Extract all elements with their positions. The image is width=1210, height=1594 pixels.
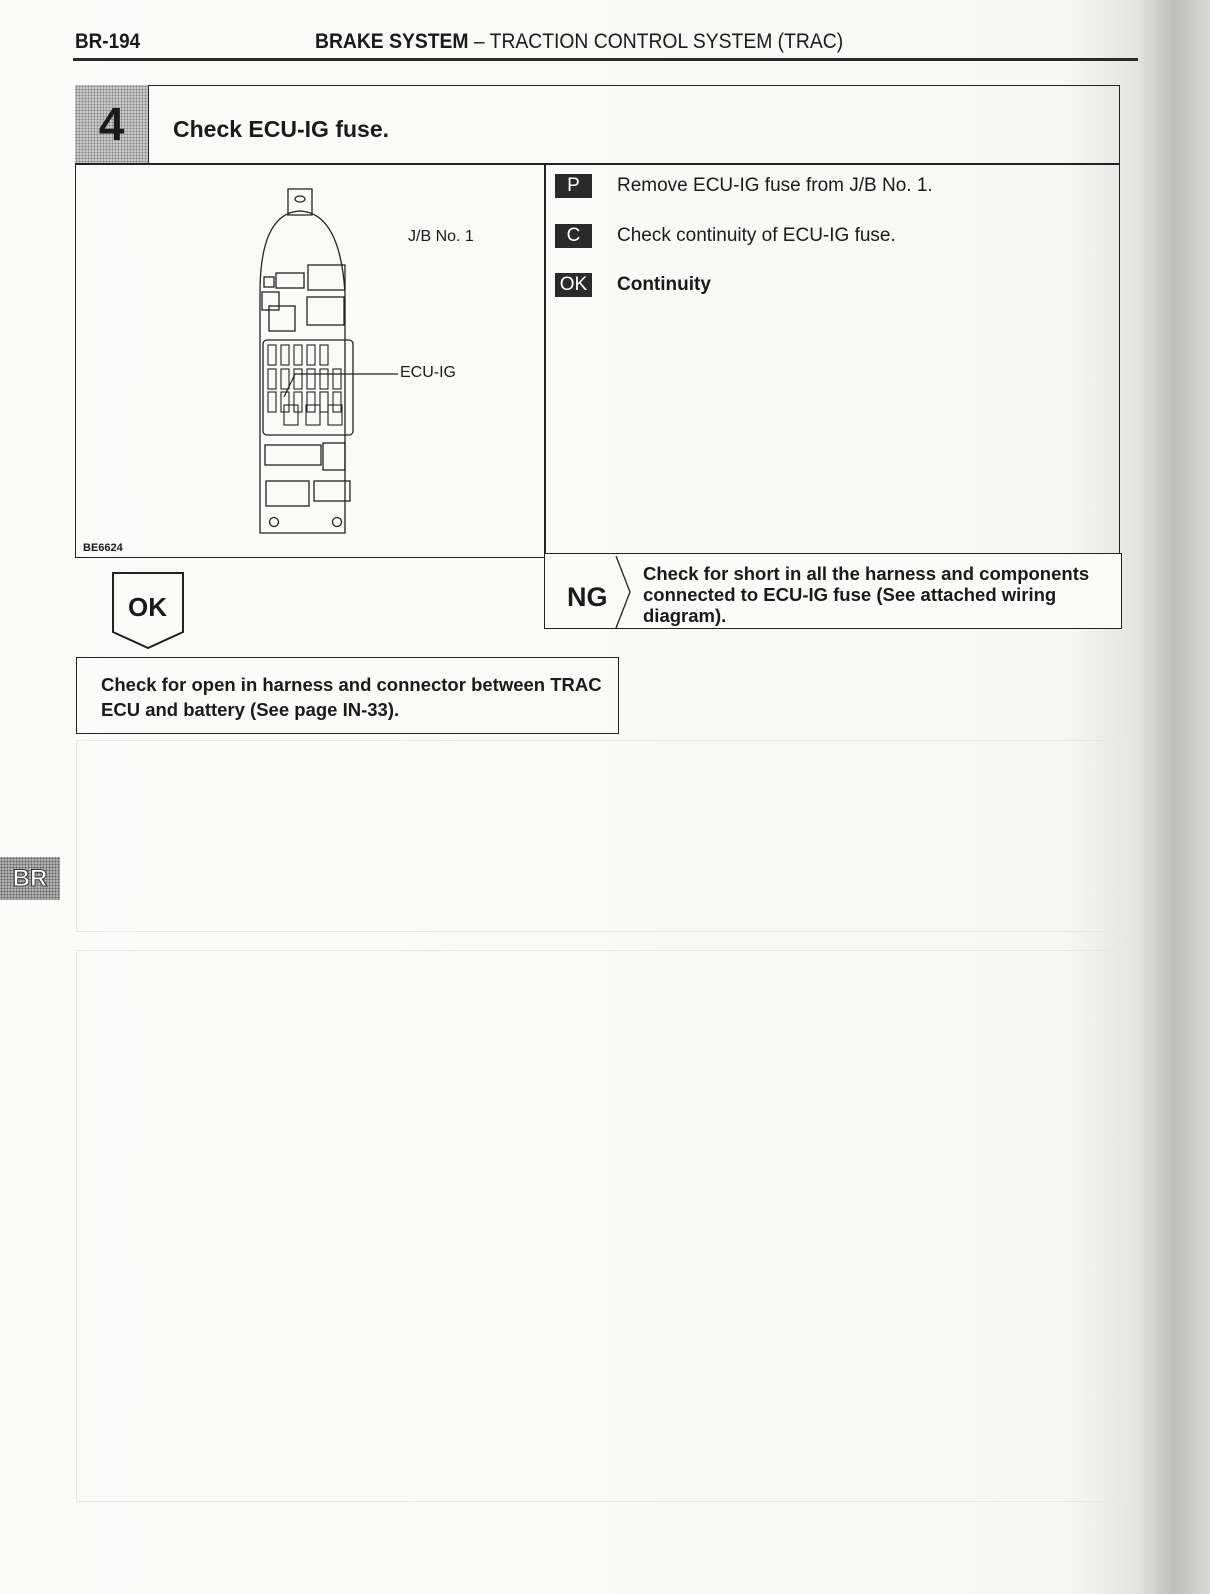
bleed-through xyxy=(76,950,1123,1502)
badge-p: P xyxy=(555,174,592,198)
junction-block-label: J/B No. 1 xyxy=(408,228,474,245)
section-title-bold: BRAKE SYSTEM xyxy=(315,30,469,53)
instruction-text: Check continuity of ECU-IG fuse. xyxy=(617,225,896,246)
ng-label: NG xyxy=(567,582,608,612)
step-number: 4 xyxy=(75,85,149,164)
badge-ok: OK xyxy=(555,273,592,297)
divider xyxy=(75,163,1120,165)
section-tab: BR xyxy=(0,857,60,900)
chevron-icon xyxy=(614,556,634,628)
ok-instruction-box: Check for open in harness and connector between TRAC ECU and battery (See page IN-33). xyxy=(76,657,619,734)
step-box xyxy=(75,85,1120,558)
figure-code: BE6624 xyxy=(83,542,123,554)
badge-c: C xyxy=(555,224,592,248)
ng-instruction: Check for short in all the harness and components connected to ECU-IG fuse (See attached wiring diagram). xyxy=(643,563,1090,626)
ok-label: OK xyxy=(128,592,167,622)
instruction-text: Remove ECU-IG fuse from J/B No. 1. xyxy=(617,175,933,196)
result-text: Continuity xyxy=(617,274,711,295)
header-rule xyxy=(73,58,1138,61)
section-title xyxy=(315,30,843,54)
step-title: Check ECU-IG fuse. xyxy=(173,116,389,142)
fuse-label: ECU-IG xyxy=(400,364,456,381)
bleed-through xyxy=(76,740,1123,932)
section-title-rest: – TRACTION CONTROL SYSTEM (TRAC) xyxy=(468,30,844,53)
page-number: BR-194 xyxy=(75,30,141,53)
divider xyxy=(544,163,546,558)
